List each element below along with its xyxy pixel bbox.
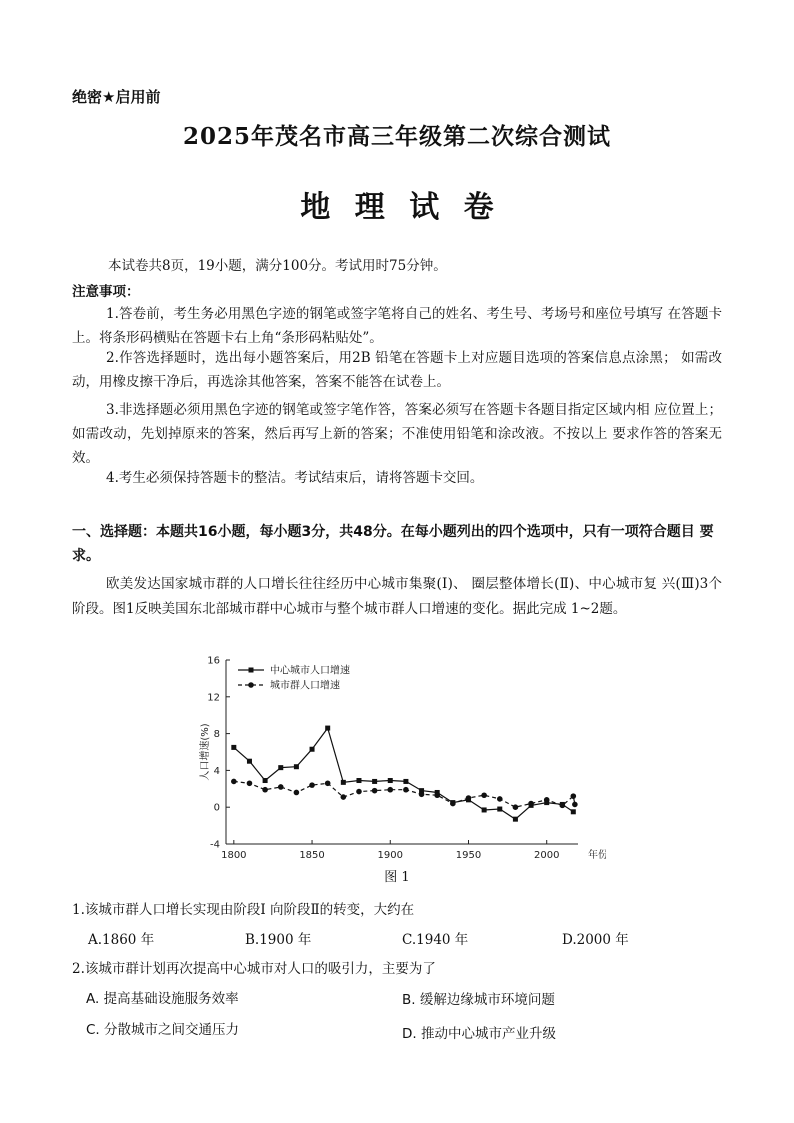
question-1-option-a: A.1860 年 — [88, 932, 155, 948]
y-tick-label: 0 — [213, 802, 220, 814]
series-2-point — [544, 797, 550, 803]
series-1-point — [497, 807, 502, 812]
exam-intro: 本试卷共8页，19小题，满分100分。考试用时75分钟。 — [108, 258, 447, 274]
series-2-point — [231, 779, 237, 785]
series-1-point — [294, 764, 299, 769]
notice-item-3: 3.非选择题必须用黑色字迹的钢笔或签字笔作答，答案必须写在答题卡各题目指定区域内相 应位置上；如需改动，先划掉原来的答案，然后再写上新的答案；不准使用铅笔和涂改液。不按以上 要求作答的答案无效。 — [72, 402, 722, 466]
question-2-option-c: C. 分散城市之间交通压力 — [86, 1022, 240, 1038]
series-2-point — [434, 792, 440, 798]
series-1-point — [403, 779, 408, 784]
x-tick-label: 1950 — [455, 850, 482, 861]
series-2-point — [309, 782, 315, 788]
question-1-option-c: C.1940 年 — [402, 932, 469, 948]
series-2-point — [450, 801, 456, 807]
series-2-point — [403, 787, 409, 793]
legend-marker-2 — [248, 682, 254, 688]
question-1-option-b: B.1900 年 — [245, 932, 312, 948]
y-tick-label: 16 — [207, 655, 220, 667]
question-2-option-d: D. 推动中心城市产业升级 — [402, 1026, 556, 1042]
series-2-point — [387, 787, 393, 793]
series-1-point — [372, 779, 377, 784]
notice-item-4: 4.考生必须保持答题卡的整洁。考试结束后，请将答题卡交回。 — [106, 470, 484, 486]
series-2-point — [294, 790, 300, 796]
series-1-point — [278, 765, 283, 770]
notice-item-1: 1.答卷前，考生务必用黑色字迹的钢笔或签字笔将自己的姓名、考生号、考场号和座位号填写 在答题卡上。将条形码横贴在答题卡右上角“条形码粘贴处”。 — [72, 306, 722, 346]
question-2-option-b: B. 缓解边缘城市环境问题 — [402, 992, 555, 1008]
series-2-point — [372, 788, 378, 794]
series-2-point — [325, 780, 331, 786]
series-line-2 — [234, 781, 575, 807]
x-tick-label: 1850 — [299, 850, 325, 861]
x-tick-label: 1900 — [377, 850, 403, 861]
legend-marker-1 — [249, 668, 254, 673]
series-2-point — [341, 794, 347, 800]
series-2-point — [262, 787, 268, 793]
legend-label-2: 城市群人口增速 — [270, 680, 340, 692]
series-1-point — [263, 778, 268, 783]
figure-caption: 图 1 — [384, 870, 410, 885]
question-1-option-d: D.2000 年 — [562, 932, 629, 948]
series-2-point — [571, 793, 577, 799]
series-1-point — [310, 747, 315, 752]
y-tick-label: 12 — [207, 692, 220, 704]
subject-title: 地 理 试 卷 — [300, 190, 494, 225]
series-1-point — [341, 780, 346, 785]
question-1-stem: 1.该城市群人口增长实现由阶段Ⅰ 向阶段Ⅱ的转变，大约在 — [72, 902, 415, 918]
notice-item-2: 2.作答选择题时，选出每小题答案后，用2B 铅笔在答题卡上对应题目选项的答案信息点涂黑； 如需改动，用橡皮擦干净后，再选涂其他答案，答案不能答在试卷上。 — [72, 350, 722, 390]
series-1-point — [571, 809, 576, 814]
y-tick-label: 8 — [213, 729, 220, 741]
series-2-point — [356, 789, 362, 795]
population-growth-chart — [196, 652, 606, 868]
confidential-mark: 绝密★启用前 — [72, 88, 161, 106]
question-2-stem: 2.该城市群计划再次提高中心城市对人口的吸引力，主要为了 — [72, 961, 436, 977]
series-2-point — [513, 804, 519, 810]
notice-heading: 注意事项： — [72, 284, 140, 300]
series-2-point — [481, 792, 487, 798]
section-heading: 一、选择题：本题共16小题，每小题3分，共48分。在每小题列出的四个选项中，只有一项符合题目 要求。 — [72, 524, 714, 564]
series-1-point — [513, 817, 518, 822]
series-2-point — [419, 792, 425, 798]
series-1-point — [482, 807, 487, 812]
series-2-point — [497, 796, 503, 802]
series-2-point — [247, 780, 253, 786]
y-axis-label: 人口增速(%) — [200, 723, 211, 781]
exam-title: 2025年茂名市高三年级第二次综合测试 — [182, 123, 611, 150]
series-2-point — [560, 803, 566, 809]
series-2-point — [278, 784, 284, 790]
chart-svg — [196, 652, 606, 864]
question-material: 欧美发达国家城市群的人口增长往往经历中心城市集聚(Ⅰ)、 圈层整体增长(Ⅱ)、中心城市复 兴(Ⅲ)3个阶段。图1反映美国东北部城市群中心城市与整个城市群人口增速的变化。据此完成 1~2题。 — [72, 576, 722, 617]
series-2-point — [528, 801, 534, 807]
series-2-point — [466, 795, 472, 801]
x-axis-label: 年份 — [588, 850, 606, 861]
series-2-point — [572, 802, 578, 808]
series-1-point — [231, 745, 236, 750]
series-line-1 — [234, 728, 574, 819]
series-1-point — [356, 778, 361, 783]
legend-label-1: 中心城市人口增速 — [270, 665, 350, 677]
y-tick-label: 4 — [213, 765, 220, 777]
x-tick-label: 1800 — [221, 850, 247, 861]
question-2-option-a: A. 提高基础设施服务效率 — [86, 991, 239, 1007]
series-1-point — [247, 759, 252, 764]
x-tick-label: 2000 — [533, 850, 560, 861]
y-tick-label: -4 — [210, 839, 220, 851]
series-1-point — [388, 778, 393, 783]
series-1-point — [325, 726, 330, 731]
